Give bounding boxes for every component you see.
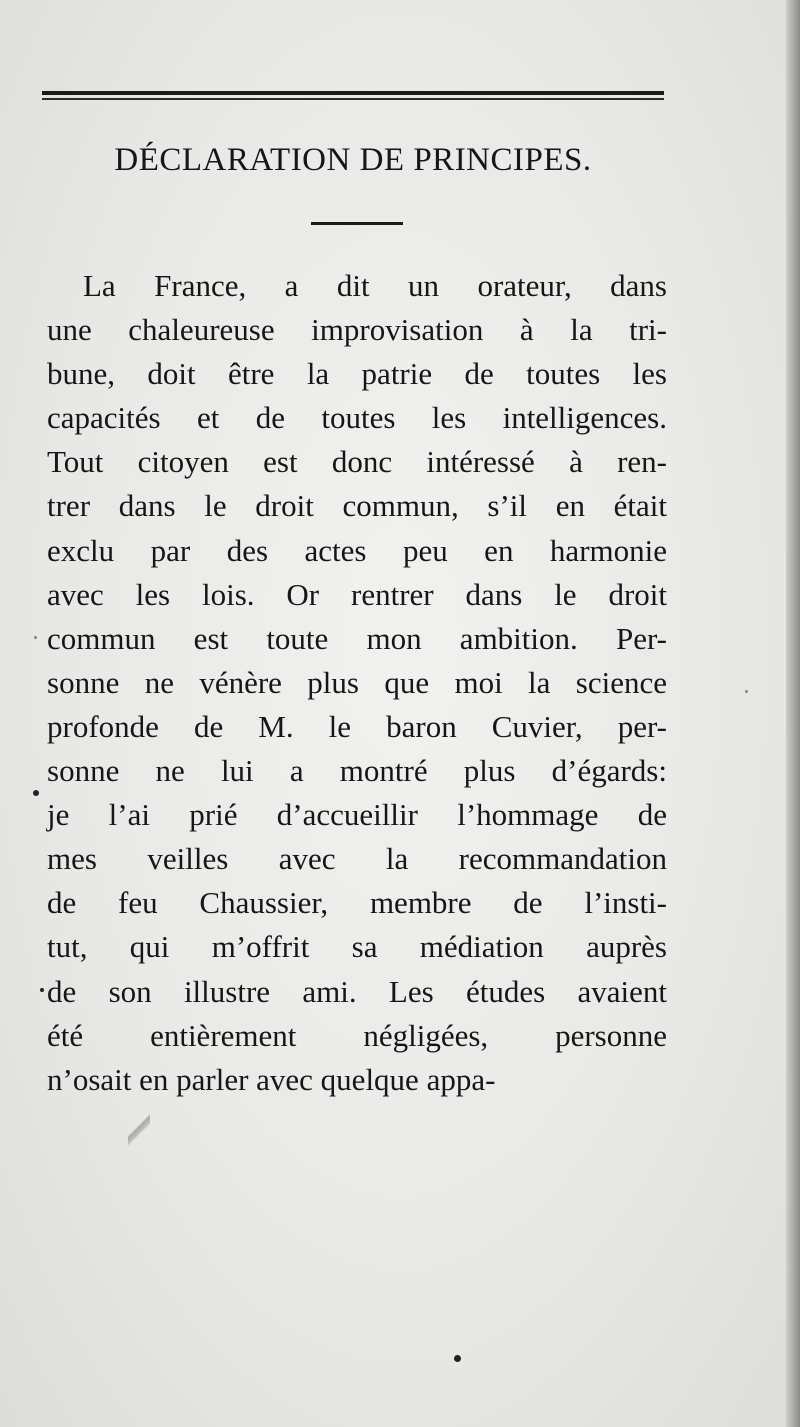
ink-smudge: [128, 1112, 150, 1148]
text-line: une chaleureuse improvisation à la tri-: [47, 312, 667, 348]
text-line: mes veilles avec la recommandation: [47, 841, 667, 877]
text-line: tut, qui m’offrit sa médiation auprès: [47, 929, 667, 965]
text-line: de feu Chaussier, membre de l’insti-: [47, 885, 667, 921]
title-separator-rule: [311, 222, 403, 225]
text-line: profonde de M. le baron Cuvier, per-: [47, 708, 667, 744]
header-double-rule: [42, 91, 664, 95]
text-line: La France, a dit un orateur, dans: [83, 268, 667, 303]
text-line: commun est toute mon ambition. Per-: [47, 620, 667, 656]
text-line: avec les lois. Or rentrer dans le droit: [47, 576, 667, 612]
text-line: de son illustre ami. Les études avaient: [47, 973, 667, 1009]
ink-speck: [34, 636, 37, 639]
ink-speck: [745, 690, 748, 693]
ink-speck: [40, 988, 44, 992]
text-line: exclu par des actes peu en harmonie: [47, 532, 667, 568]
body-paragraph: [47, 264, 667, 1102]
page-title: DÉCLARATION DE PRINCIPES.: [114, 142, 592, 178]
text-line: capacités et de toutes les intelligences.: [47, 400, 667, 436]
text-line: sonne ne vénère plus que moi la science: [47, 664, 667, 700]
text-line: sonne ne lui a montré plus d’égards:: [47, 753, 667, 789]
ink-speck: [454, 1355, 461, 1362]
ink-speck: [33, 790, 39, 796]
text-line: trer dans le droit commun, s’il en était: [47, 488, 667, 524]
page-edge-shadow: [786, 0, 800, 1427]
text-line: Tout citoyen est donc intéressé à ren-: [47, 444, 667, 480]
text-line: bune, doit être la patrie de toutes les: [47, 356, 667, 392]
text-line: je l’ai prié d’accueillir l’hommage de: [47, 797, 667, 833]
text-line: été entièrement négligées, personne: [47, 1017, 667, 1053]
text-line: n’osait en parler avec quelque appa-: [47, 1061, 496, 1097]
